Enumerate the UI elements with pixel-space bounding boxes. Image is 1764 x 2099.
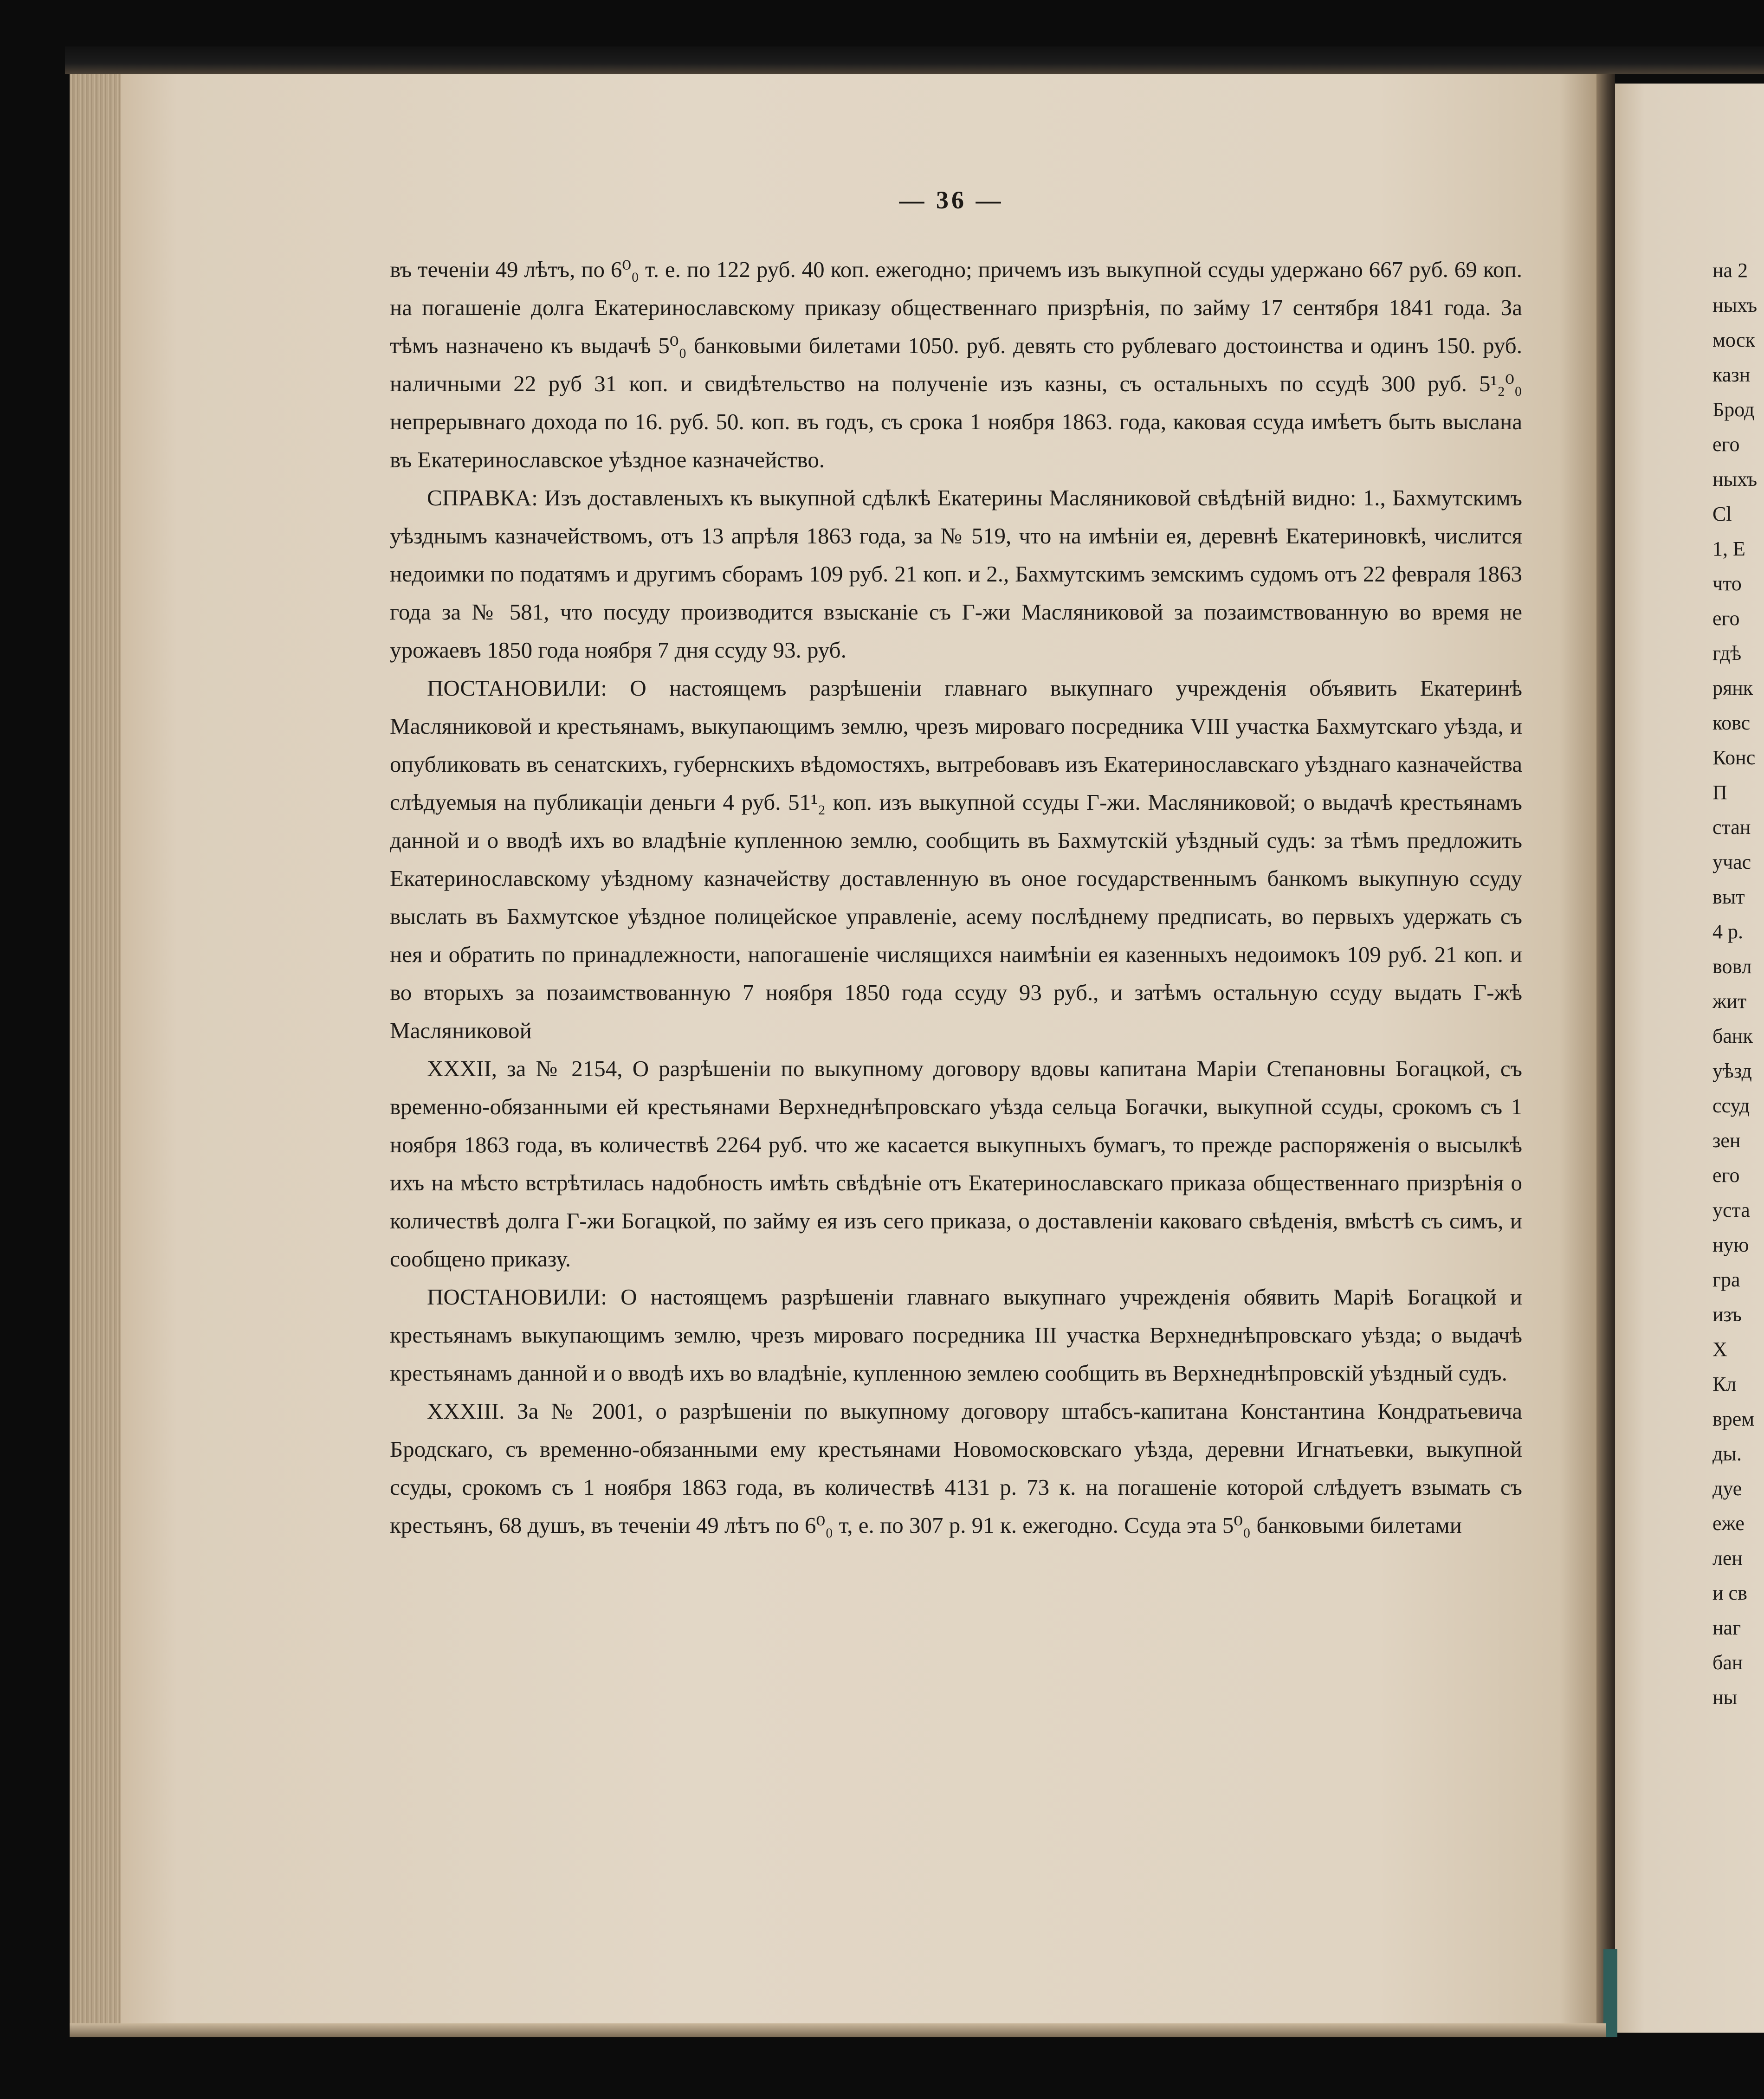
right-page-line: выт xyxy=(1712,885,1745,908)
right-page-line: ны xyxy=(1712,1686,1738,1709)
right-page-line: Х xyxy=(1712,1338,1727,1361)
right-page-line: казн xyxy=(1712,363,1751,386)
paragraph-xxxii: XXXII, за № 2154, О разрѣшеніи по выкупному договору вдовы капитана Маріи Степановны Богацкой, съ временно-обязанными ей крестьянами Верхнеднѣпровскаго уѣзда сельца Богачки, выкупной ссуды, срокомъ съ 1 ноября 1863 года, въ количествѣ 2264 руб. что же касается выкупныхъ бумагъ, то прежде распоряженія о высылкѣ ихъ на мѣсто встрѣтилась надобность имѣть свѣдѣніе отъ Екатеринославскаго приказа общественнаго призрѣнія о количествѣ долга Г-жи Богацкой, по займу ея изъ сего приказа, о доставленіи каковаго свѣденія, вмѣстѣ съ симъ, и сообщено приказу. xyxy=(390,1056,1522,1272)
right-page-line: наг xyxy=(1712,1616,1741,1639)
paragraph-postanovili-2: ПОСТАНОВИЛИ: О настоящемъ разрѣшеніи главнаго выкупнаго учрежденія обявить Маріѣ Богацкой и крестьянамъ выкупающимъ землю, чрезъ мироваго посредника III участка Верхнеднѣпровскаго уѣзда; о выдачѣ крестьянамъ данной и о вводѣ ихъ во владѣніе, купленною землею сообщить въ Верхнеднѣпровскій уѣздный судъ. xyxy=(390,1284,1522,1386)
right-page-line: ковс xyxy=(1712,711,1751,734)
right-page-line: еже xyxy=(1712,1512,1745,1535)
right-page-line: Брод xyxy=(1712,398,1755,421)
page-edges xyxy=(70,74,121,2037)
right-page-line: гра xyxy=(1712,1268,1740,1291)
right-page-line: его xyxy=(1712,433,1740,456)
right-page-line: гдѣ xyxy=(1712,642,1742,665)
right-page-line: моск xyxy=(1712,329,1755,351)
right-page-line: ссуд xyxy=(1712,1094,1750,1117)
right-page-line: Кл xyxy=(1712,1373,1737,1395)
right-page-line: что xyxy=(1712,572,1742,595)
scan-top-shadow xyxy=(65,46,1764,74)
right-page-line: и св xyxy=(1712,1582,1747,1604)
page-number-header: — 36 — xyxy=(899,186,1004,214)
right-page-line: 1, Е xyxy=(1712,537,1745,560)
right-page-line: зен xyxy=(1712,1129,1741,1152)
paragraph-spravka: СПРАВКА: Изъ доставленыхъ къ выкупной сдѣлкѣ Екатерины Масляниковой свѣдѣній видно: 1., Бахмутскимъ уѣзднымъ казначействомъ, отъ 13 апрѣля 1863 года, за № 519, что на имѣніи ея, деревнѣ Екатериновкѣ, числится недоимки по податямъ и другимъ сборамъ 109 руб. 21 коп. и 2., Бахмутскимъ земскимъ судомъ отъ 22 февраля 1863 года за № 581, что посуду производится взысканіе съ Г-жи Масляниковой за позаимствованную во время не урожаевъ 1850 года ноября 7 дня ссуду 93. руб. xyxy=(390,485,1522,663)
paragraph-xxxiii: XXXIII. За № 2001, о разрѣшеніи по выкупному договору штабсъ-капитана Константина Кондратьевича Бродскаго, съ временно-обязанными ему крестьянами Новомосковскаго уѣзда, деревни Игнатьевки, выкупной ссуды, срокомъ съ 1 ноября 1863 года, въ количествѣ 4131 р. 73 к. на погашеніе которой слѣдуетъ взымать съ крестьянъ, 68 душъ, въ теченіи 49 лѣтъ по 6⁰₀ т, е. по 307 р. 91 к. ежегодно. Ссуда эта 5⁰₀ банковыми билетами xyxy=(390,1398,1522,1538)
right-page-line: бан xyxy=(1712,1651,1743,1674)
right-page-line: вовл xyxy=(1712,955,1752,978)
right-page-line: уѣзд xyxy=(1712,1059,1752,1082)
right-page-line: ныхъ xyxy=(1712,468,1758,491)
paragraph-1: въ теченіи 49 лѣтъ, по 6⁰₀ т. е. по 122 руб. 40 коп. ежегодно; причемъ изъ выкупной ссуды удержано 667 руб. 69 коп. на погашеніе долга Екатеринославскому приказу общественнаго призрѣнія, по займу 17 сентября 1841 года. За тѣмъ назначено къ выдачѣ 5⁰₀ банковыми билетами 1050. руб. девять сто рублеваго достоинства и одинъ 150. руб. наличными 22 руб 31 коп. и свидѣтельство на полученіе изъ казны, съ остальныхъ по ссудѣ 300 руб. 5¹₂⁰₀ непрерывнаго дохода по 16. руб. 50. коп. въ годъ, съ срока 1 ноября 1863. года, каковая ссуда имѣетъ быть выслана въ Екатеринославское уѣздное казначейство. xyxy=(390,257,1522,472)
paragraph-postanovili-1: ПОСТАНОВИЛИ: О настоящемъ разрѣшеніи главнаго выкупнаго учрежденія объявить Екатеринѣ Масляниковой и крестьянамъ, выкупающимъ землю, чрезъ мироваго посредника VIII участка Бахмутскаго уѣзда, и опубликовать въ сенатскихъ, губернскихъ вѣдомостяхъ, вытребовавъ изъ Екатеринославскаго уѣзднаго казначейства слѣдуемыя на публикаціи деньги 4 руб. 51¹₂ коп. изъ выкупной ссуды Г-жи. Масляниковой; о выдачѣ крестьянамъ данной и о вводѣ ихъ во владѣніе купленною землю, сообщить въ Бахмутскій уѣздный судъ: за тѣмъ предложить Екатеринославскому уѣздному казначейству доставленную въ оное государственнымъ банкомъ выкупную ссуду выслать въ Бахмутское уѣздное полицейское управленіе, асему послѣднему предписать, во первыхъ удержать съ нея и обратить по принадлежности, напогашеніе числящихся наимѣніи ея казенныхъ недоимокъ 109 руб. 21 коп. и во вторыхъ за позаимствованную 7 ноября 1850 года ссуду 93 руб., и затѣмъ остальную ссуду выдать Г-жѣ Масляниковой xyxy=(390,675,1522,1043)
right-page-line: уста xyxy=(1712,1199,1750,1221)
right-page-text-fragments xyxy=(1712,253,1764,1715)
right-page-line: стан xyxy=(1712,816,1751,839)
page-bottom-edge xyxy=(70,2023,1606,2037)
right-page-line: дуе xyxy=(1712,1477,1742,1500)
right-page-line: изъ xyxy=(1712,1303,1742,1326)
right-page-line: П xyxy=(1712,781,1727,804)
book-gutter xyxy=(1596,74,1615,2037)
right-page-line: рянк xyxy=(1712,677,1753,699)
right-page-line: на 2 xyxy=(1712,259,1748,282)
right-page-line: его xyxy=(1712,1164,1740,1187)
right-page-line: 4 р. xyxy=(1712,920,1743,943)
page-body xyxy=(390,251,1522,1544)
right-page-line: врем xyxy=(1712,1408,1755,1430)
right-page-line: ды. xyxy=(1712,1442,1742,1465)
right-page-line: ныхъ xyxy=(1712,294,1758,316)
right-page-line: Cl xyxy=(1712,503,1732,525)
right-page-line: лен xyxy=(1712,1547,1743,1569)
right-page-line: жит xyxy=(1712,990,1747,1013)
right-page-line: банк xyxy=(1712,1025,1753,1047)
right-page-line: ную xyxy=(1712,1234,1749,1256)
right-page-line: его xyxy=(1712,607,1740,630)
right-page-line: учас xyxy=(1712,851,1751,873)
right-page-line: Конс xyxy=(1712,746,1756,769)
